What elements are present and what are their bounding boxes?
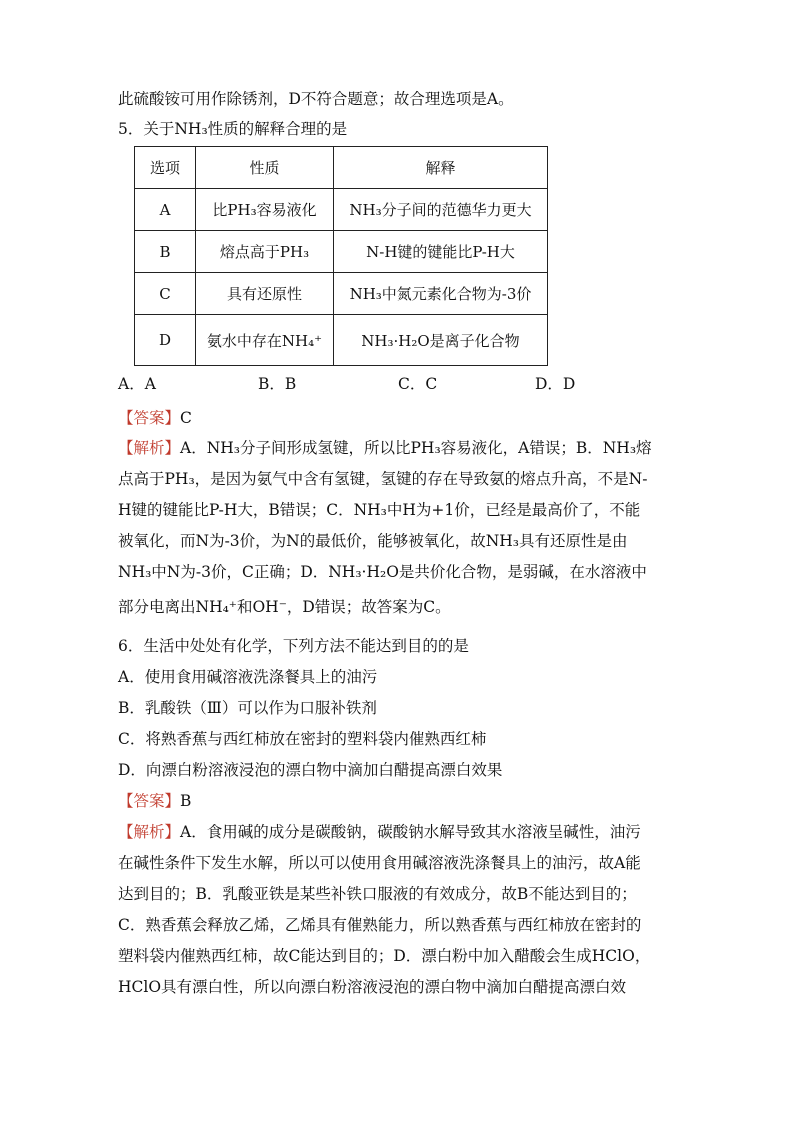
table-cell: NH₃中氮元素化合物为-3价 (334, 273, 548, 315)
table-header-option: 选项 (135, 147, 196, 189)
table-cell: NH₃·H₂O是离子化合物 (334, 315, 548, 366)
analysis-6-line-4: C．熟香蕉会释放乙烯，乙烯具有催熟能力，所以熟香蕉与西红柿放在密封的 (118, 916, 642, 934)
text-line: 此硫酸铵可用作除锈剂，D不符合题意；故合理选项是A。 (118, 90, 514, 108)
table-header-explanation: 解释 (334, 147, 548, 189)
analysis-6-line-2: 在碱性条件下发生水解，所以可以使用食用碱溶液洗涤餐具上的油污，故A能 (118, 854, 641, 872)
table-cell: 熔点高于PH₃ (196, 231, 334, 273)
table-header-property: 性质 (196, 147, 334, 189)
answer-value: B (180, 792, 192, 810)
analysis-6-line-1 (118, 822, 641, 842)
analysis-label: 【解析】 (118, 823, 181, 841)
analysis-6-line-6: HClO具有漂白性，所以向漂白粉溶液浸泡的漂白物中滴加白醋提高漂白效 (118, 978, 627, 996)
question-6-option-d: D．向漂白粉溶液浸泡的漂白物中滴加白醋提高漂白效果 (118, 761, 503, 779)
table-cell: 氨水中存在NH₄⁺ (196, 315, 334, 366)
option-a: A．A (118, 375, 156, 393)
table-cell: 具有还原性 (196, 273, 334, 315)
analysis-6-line-5: 塑料袋内催熟西红柿，故C能达到目的；D．漂白粉中加入醋酸会生成HClO， (118, 947, 651, 965)
analysis-5-line-1 (118, 438, 652, 458)
answer-5-line (118, 408, 192, 428)
question-6-stem: 6．生活中处处有化学，下列方法不能达到目的的是 (118, 637, 469, 655)
answer-label: 【答案】 (118, 792, 181, 810)
analysis-label: 【解析】 (118, 439, 181, 457)
answer-6-line (118, 791, 191, 811)
question-6-option-a: A．使用食用碱溶液洗涤餐具上的油污 (118, 668, 378, 686)
option-c: C．C (398, 375, 438, 393)
table-cell: C (135, 273, 196, 315)
answer-label: 【答案】 (118, 409, 181, 427)
analysis-6-line-3: 达到目的；B．乳酸亚铁是某些补铁口服液的有效成分，故B不能达到目的； (118, 885, 637, 903)
question-6-option-b: B．乳酸铁（Ⅲ）可以作为口服补铁剂 (118, 699, 377, 717)
table-cell: 比PH₃容易液化 (196, 189, 334, 231)
option-d: D．D (535, 375, 576, 393)
analysis-5-line-6: 部分电离出NH₄⁺和OH⁻，D错误；故答案为C。 (118, 598, 451, 616)
question-5-stem: 5．关于NH₃性质的解释合理的是 (118, 120, 348, 138)
analysis-5-line-2: 点高于PH₃，是因为氨气中含有氢键，氢键的存在导致氨的熔点升高，不是N- (118, 470, 648, 488)
table-cell: A (135, 189, 196, 231)
question-5-table (134, 146, 548, 366)
analysis-5-line-5: NH₃中N为-3价，C正确；D．NH₃·H₂O是共价化合物，是弱碱，在水溶液中 (118, 563, 647, 581)
question-6-option-c: C．将熟香蕉与西红柿放在密封的塑料袋内催熟西红柿 (118, 730, 487, 748)
analysis-text: A．NH₃分子间形成氢键，所以比PH₃容易液化，A错误；B．NH₃熔 (180, 439, 652, 457)
answer-value: C (180, 409, 192, 427)
analysis-5-line-3: H键的键能比P-H大，B错误；C．NH₃中H为+1价，已经是最高价了，不能 (118, 501, 641, 519)
table-cell: D (135, 315, 196, 366)
option-b: B．B (258, 375, 297, 393)
table-cell: N-H键的键能比P-H大 (334, 231, 548, 273)
table-cell: B (135, 231, 196, 273)
analysis-5-line-4: 被氧化，而N为-3价，为N的最低价，能够被氧化，故NH₃具有还原性是由 (118, 532, 628, 550)
table-cell: NH₃分子间的范德华力更大 (334, 189, 548, 231)
analysis-text: A．食用碱的成分是碳酸钠，碳酸钠水解导致其水溶液呈碱性，油污 (180, 823, 641, 841)
